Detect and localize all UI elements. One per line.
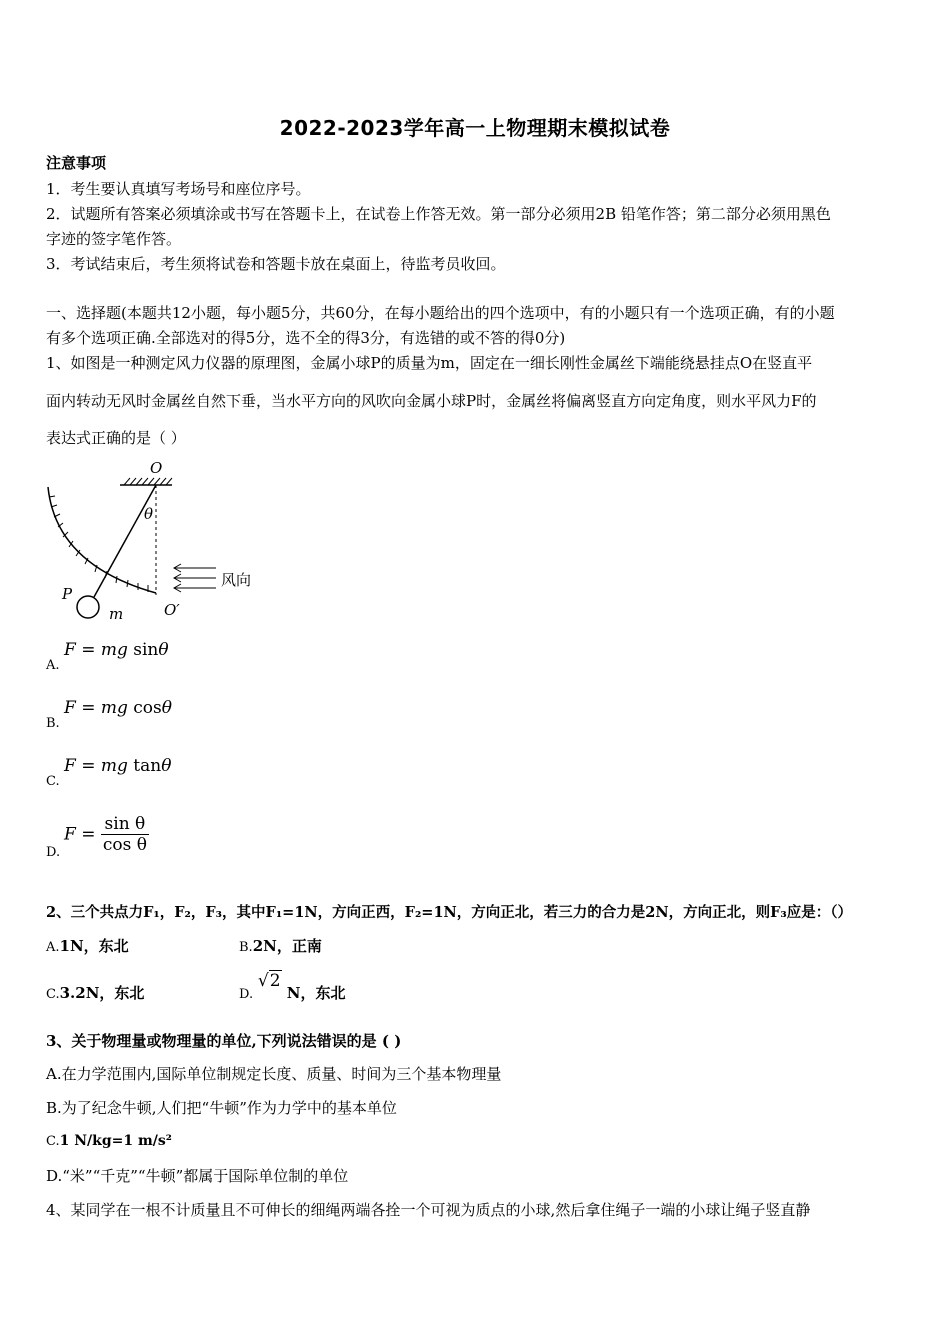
q1-stem-line1: 1、如图是一种测定风力仪器的原理图，金属小球P的质量为m，固定在一细长刚性金属丝下端能绕悬挂点O在竖直平 <box>46 354 813 372</box>
q1-option-b-formula: F = mg cosθ <box>64 698 172 718</box>
notice-item-2: 2．试题所有答案必须填涂或书写在答题卡上，在试卷上作答无效。第一部分必须用2B 铅笔作答；第二部分必须用黑色 <box>46 205 831 223</box>
q3-option-c: C.1 N/kg=1 m/s² <box>46 1133 172 1149</box>
notice-item-2-cont: 字迹的签字笔作答。 <box>46 230 182 248</box>
section-heading-line2: 有多个选项正确.全部选对的得5分，选不全的得3分，有选错的或不答的得0分) <box>46 329 566 347</box>
page-title: 2022-2023学年高一上物理期末模拟试卷 <box>279 116 671 140</box>
q3-stem: 3、关于物理量或物理量的单位,下列说法错误的是 ( ) <box>46 1032 402 1050</box>
q3-option-b: B.为了纪念牛顿,人们把“牛顿”作为力学中的基本单位 <box>46 1099 397 1117</box>
section-heading-line1: 一、选择题(本题共12小题，每小题5分，共60分，在每小题给出的四个选项中，有的小题只有一个选项正确，有的小题 <box>46 304 835 322</box>
q3-option-d: D.“米”“千克”“牛顿”都属于国际单位制的单位 <box>46 1167 349 1185</box>
q1-option-c-label: C. <box>46 774 60 789</box>
q1-option-b-label: B. <box>46 716 60 731</box>
q1-option-d-label: D. <box>46 845 61 860</box>
q2-option-c: C.3.2N，东北 <box>46 984 145 1002</box>
figure-label-O-prime: O′ <box>164 601 180 619</box>
figure-label-m: m <box>109 605 124 623</box>
q4-stem: 4、某同学在一根不计质量且不可伸长的细绳两端各拴一个可视为质点的小球,然后拿住绳子一端的小球让绳子竖直静 <box>46 1201 811 1219</box>
figure-label-theta: θ <box>144 505 154 523</box>
q2-option-a: A.1N，东北 <box>46 937 129 955</box>
q1-stem-line2: 面内转动无风时金属丝自然下垂，当水平方向的风吹向金属小球P时，金属丝将偏离竖直方向定角度，则水平风力F的 <box>46 392 817 410</box>
q2-option-b: B.2N，正南 <box>239 937 322 955</box>
q1-option-a-formula: F = mg sinθ <box>64 640 169 660</box>
q1-stem-line3: 表达式正确的是（ ） <box>46 429 186 447</box>
notice-item-1: 1．考生要认真填写考场号和座位序号。 <box>46 180 311 198</box>
q2-stem: 2、三个共点力F₁，F₂，F₃，其中F₁=1N，方向正西，F₂=1N，方向正北，若三力的合力是2N，方向正北，则F₃应是：（） <box>46 904 853 921</box>
wind-instrument-figure <box>40 455 280 630</box>
q1-option-c-formula: F = mg tanθ <box>64 756 172 776</box>
notice-heading: 注意事项 <box>46 154 107 172</box>
q2-option-d: D. √2 N，东北 <box>239 971 346 1002</box>
notice-item-3: 3．考试结束后，考生须将试卷和答题卡放在桌面上，待监考员收回。 <box>46 255 506 273</box>
figure-label-O: O <box>150 459 163 477</box>
figure-label-P: P <box>62 585 73 603</box>
q3-option-a: A.在力学范围内,国际单位制规定长度、质量、时间为三个基本物理量 <box>46 1065 502 1083</box>
q1-option-a-label: A. <box>46 658 60 673</box>
q1-option-d-formula: F = $\frac{\text{sin θ}}{\text{cos θ}}$ <box>64 814 147 855</box>
figure-label-wind: 风向 <box>221 571 252 589</box>
